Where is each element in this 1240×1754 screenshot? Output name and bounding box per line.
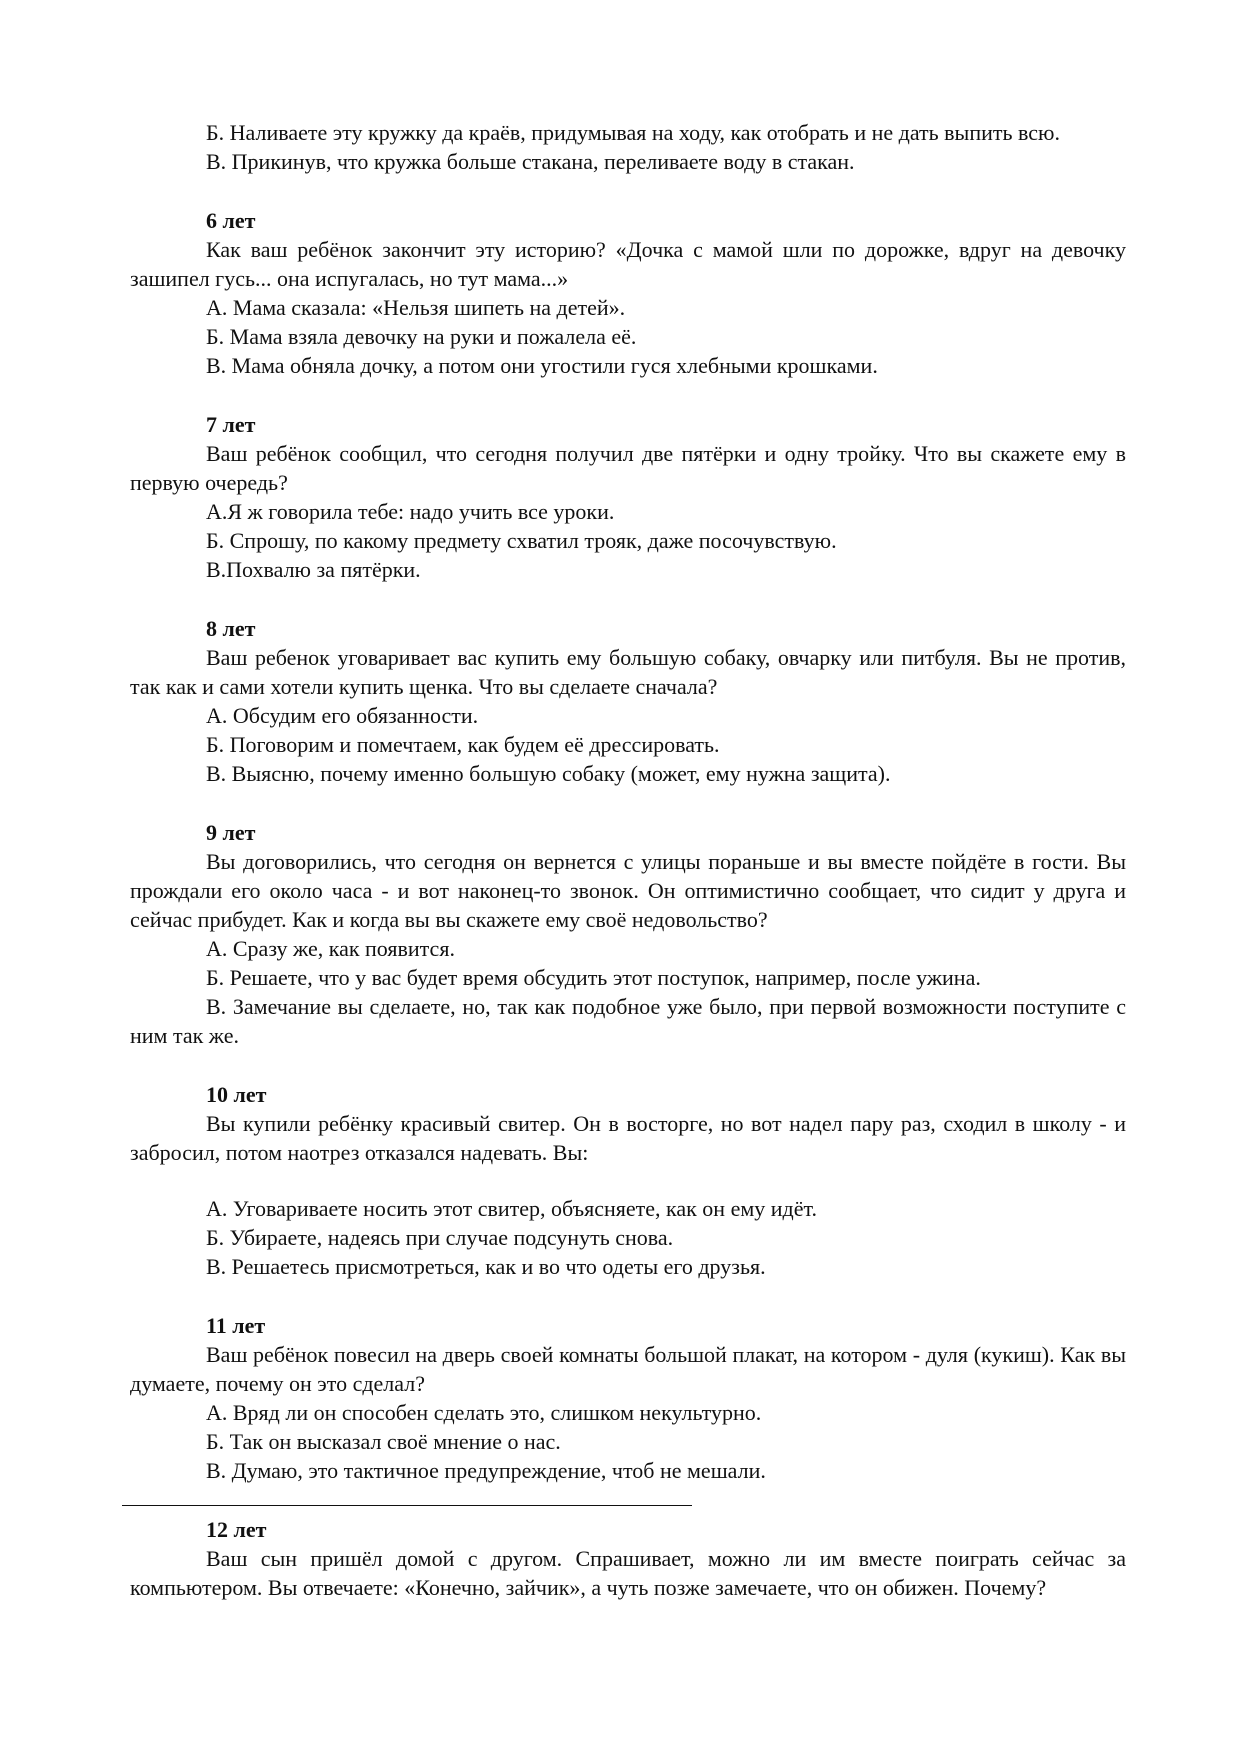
section-9-option-b: Б. Решаете, что у вас будет время обсудить этот поступок, например, после ужина. xyxy=(206,965,981,990)
section-10-option-c: В. Решаетесь присмотреться, как и во что одеты его друзья. xyxy=(206,1254,766,1279)
section-7-option-c: В.Похвалю за пятёрки. xyxy=(206,557,421,582)
section-question-7: Ваш ребёнок сообщил, что сегодня получил две пятёрки и одну тройку. Что вы скажете ему в первую очередь? xyxy=(130,441,1126,495)
section-question-11: Ваш ребёнок повесил на дверь своей комнаты большой плакат, на котором - дуля (кукиш). Как вы думаете, почему он это сделал? xyxy=(130,1342,1126,1396)
section-heading-7: 7 лет xyxy=(206,412,256,437)
section-question-10: Вы купили ребёнку красивый свитер. Он в восторге, но вот надел пару раз, сходил в школу - и забросил, потом наотрез отказался надевать. Вы: xyxy=(130,1111,1126,1165)
section-8-option-b: Б. Поговорим и помечтаем, как будем её дрессировать. xyxy=(206,732,720,757)
section-10-option-b: Б. Убираете, надеясь при случае подсунуть снова. xyxy=(206,1225,674,1250)
section-heading-12: 12 лет xyxy=(206,1517,267,1542)
section-6-option-c: В. Мама обняла дочку, а потом они угостили гуся хлебными крошками. xyxy=(206,353,878,378)
section-heading-6: 6 лет xyxy=(206,208,256,233)
section-question-9: Вы договорились, что сегодня он вернется с улицы пораньше и вы вместе пойдёте в гости. Вы прождали его около часа - и вот наконец-то звонок. Он оптимистично сообщает, что сидит у друга и сейчас прибудет. Как и когда вы вы скажете ему своё недовольство? xyxy=(130,849,1126,932)
section-11-option-a: А. Вряд ли он способен сделать это, слишком некультурно. xyxy=(206,1400,762,1425)
section-11-option-b: Б. Так он высказал своё мнение о нас. xyxy=(206,1429,561,1454)
section-heading-9: 9 лет xyxy=(206,820,256,845)
section-heading-8: 8 лет xyxy=(206,616,256,641)
section-8-option-a: А. Обсудим его обязанности. xyxy=(206,703,479,728)
footnote-separator xyxy=(122,1505,692,1506)
intro-option-b: Б. Наливаете эту кружку да краёв, придумывая на ходу, как отобрать и не дать выпить всю. xyxy=(206,120,1060,145)
intro-option-c: В. Прикинув, что кружка больше стакана, переливаете воду в стакан. xyxy=(206,149,855,174)
document-page xyxy=(130,118,1126,1602)
section-6-option-a: А. Мама сказала: «Нельзя шипеть на детей». xyxy=(206,295,626,320)
section-11-option-c: В. Думаю, это тактичное предупреждение, чтоб не мешали. xyxy=(206,1458,766,1483)
section-9-option-a: А. Сразу же, как появится. xyxy=(206,936,455,961)
section-7-option-b: Б. Спрошу, по какому предмету схватил трояк, даже посочувствую. xyxy=(206,528,837,553)
section-7-option-a: А.Я ж говорила тебе: надо учить все уроки. xyxy=(206,499,615,524)
section-question-6: Как ваш ребёнок закончит эту историю? «Дочка с мамой шли по дорожке, вдруг на девочку зашипел гусь... она испугалась, но тут мама...» xyxy=(130,237,1126,291)
section-8-option-c: В. Выясню, почему именно большую собаку (может, ему нужна защита). xyxy=(206,761,891,786)
section-question-8: Ваш ребенок уговаривает вас купить ему большую собаку, овчарку или питбуля. Вы не против, так как и сами хотели купить щенка. Что вы сделаете сначала? xyxy=(130,645,1126,699)
section-6-option-b: Б. Мама взяла девочку на руки и пожалела её. xyxy=(206,324,637,349)
section-10-option-a: А. Уговариваете носить этот свитер, объясняете, как он ему идёт. xyxy=(206,1196,817,1221)
section-heading-10: 10 лет xyxy=(206,1082,267,1107)
section-9-option-c: В. Замечание вы сделаете, но, так как подобное уже было, при первой возможности поступите с ним так же. xyxy=(130,994,1126,1048)
section-question-12: Ваш сын пришёл домой с другом. Спрашивает, можно ли им вместе поиграть сейчас за компьютером. Вы отвечаете: «Конечно, зайчик», а чуть позже замечаете, что он обижен. Почему? xyxy=(130,1546,1126,1600)
section-heading-11: 11 лет xyxy=(206,1313,266,1338)
